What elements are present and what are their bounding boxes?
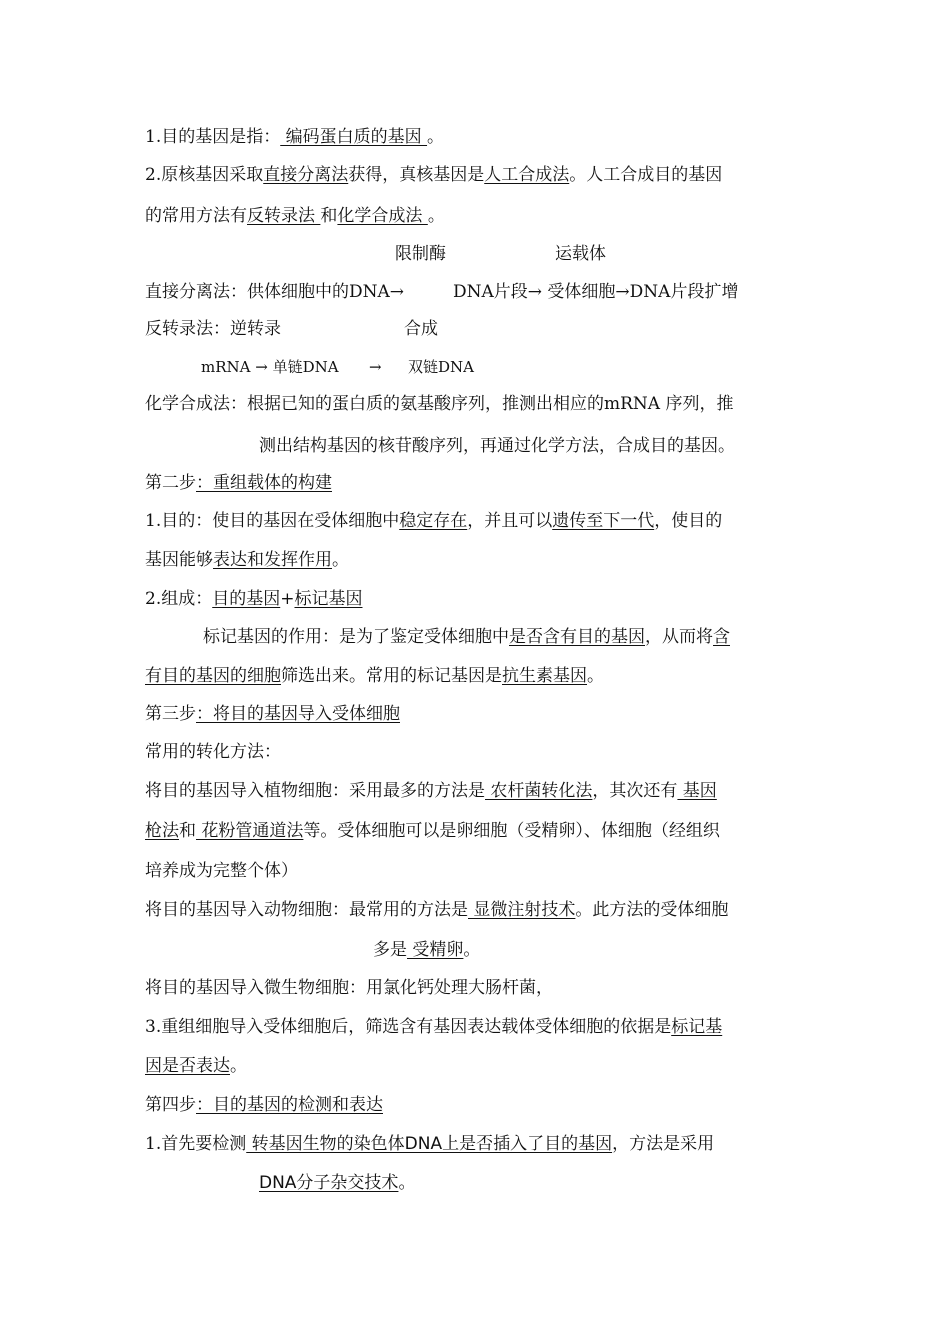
answer-blank: 抗生素基因 [502, 666, 587, 686]
line-7-arrow: → [369, 358, 382, 376]
line-23: 将目的基因导入微生物细胞：用氯化钙处理大肠杆菌， [145, 978, 553, 998]
answer-blank: 遗传至下一代 [552, 511, 655, 531]
line-28: DNA分子杂交技术。 [259, 1173, 416, 1193]
line-6: 反转录法：逆转录 [145, 319, 281, 339]
arrow-label-restriction-enzyme: 限制酶 [395, 244, 446, 264]
answer-blank: 反转录法 [247, 206, 321, 226]
answer-blank: 编码蛋白质的基因 [280, 127, 428, 147]
answer-blank: 因是否表达 [145, 1056, 230, 1076]
answer-blank: 直接分离法 [263, 165, 349, 185]
line-7: mRNA → 单链DNA [201, 358, 339, 376]
answer-blank: 标记基因 [294, 589, 363, 609]
line-18: 将目的基因导入植物细胞：采用最多的方法是 农杆菌转化法，其次还有 基因 [145, 781, 717, 801]
answer-blank: 有目的基因的细胞 [145, 666, 281, 686]
answer-blank: 标记基 [671, 1017, 723, 1037]
line-1: 1.目的基因是指： 编码蛋白质的基因 。 [145, 127, 445, 147]
arrow-label-synthesis: 合成 [404, 319, 438, 339]
line-17: 常用的转化方法： [145, 742, 281, 762]
answer-blank: 表达和发挥作用 [213, 550, 332, 570]
line-9: 测出结构基因的核苷酸序列，再通过化学方法，合成目的基因。 [259, 436, 735, 456]
answer-blank: 转基因生物的染色体DNA上是否插入了目的基因 [246, 1134, 613, 1154]
answer-blank: 显微注射技术 [468, 900, 576, 920]
line-22: 多是 受精卵。 [373, 940, 481, 960]
line-7-end: 双链DNA [408, 358, 474, 376]
line-19: 枪法和 花粉管通道法等。受体细胞可以是卵细胞（受精卵）、体细胞（经组织 [145, 821, 720, 841]
answer-blank: 化学合成法 [337, 206, 428, 226]
step-4-heading: 第四步：目的基因的检测和表达 [145, 1095, 383, 1115]
answer-blank: 基因 [677, 781, 717, 801]
answer-blank: 枪法 [145, 821, 179, 841]
line-21: 将目的基因导入动物细胞：最常用的方法是 显微注射技术。此方法的受体细胞 [145, 900, 729, 920]
answer-blank: 目的基因 [212, 589, 281, 609]
line-15: 有目的基因的细胞筛选出来。常用的标记基因是抗生素基因。 [145, 666, 604, 686]
line-13: 2.组成：目的基因+标记基因 [145, 589, 363, 609]
line-5: 直接分离法：供体细胞中的DNA→ [145, 282, 405, 302]
line-12: 基因能够表达和发挥作用。 [145, 550, 349, 570]
answer-blank: 人工合成法 [484, 165, 570, 185]
line-8: 化学合成法：根据已知的蛋白质的氨基酸序列，推测出相应的mRNA 序列，推 [145, 394, 734, 414]
line-5-continued: DNA片段→ 受体细胞→DNA片段扩增 [453, 282, 739, 302]
step-2-heading: 第二步：重组载体的构建 [145, 473, 332, 493]
line-3: 的常用方法有反转录法 和化学合成法 。 [145, 206, 445, 226]
line-2: 2.原核基因采取直接分离法获得，真核基因是人工合成法。人工合成目的基因 [145, 165, 723, 185]
line-11: 1.目的：使目的基因在受体细胞中稳定存在，并且可以遗传至下一代，使目的 [145, 511, 723, 531]
line-27: 1.首先要检测 转基因生物的染色体DNA上是否插入了目的基因，方法是采用 [145, 1134, 715, 1154]
line-20: 培养成为完整个体） [145, 861, 298, 881]
answer-blank: 是否含有目的基因 [509, 627, 645, 647]
line-25: 因是否表达。 [145, 1056, 247, 1076]
answer-blank: 农杆菌转化法 [485, 781, 593, 801]
step-3-heading: 第三步：将目的基因导入受体细胞 [145, 704, 400, 724]
answer-blank: 花粉管通道法 [196, 821, 304, 841]
arrow-label-vector: 运载体 [555, 244, 606, 264]
answer-blank: DNA分子杂交技术 [259, 1173, 399, 1193]
line-14: 标记基因的作用：是为了鉴定受体细胞中是否含有目的基因，从而将含 [203, 627, 730, 647]
answer-blank: 稳定存在 [399, 511, 468, 531]
line-24: 3.重组细胞导入受体细胞后，筛选含有基因表达载体受体细胞的依据是标记基 [145, 1017, 723, 1037]
answer-blank: 受精卵 [407, 940, 464, 960]
answer-blank: 含 [713, 627, 730, 647]
